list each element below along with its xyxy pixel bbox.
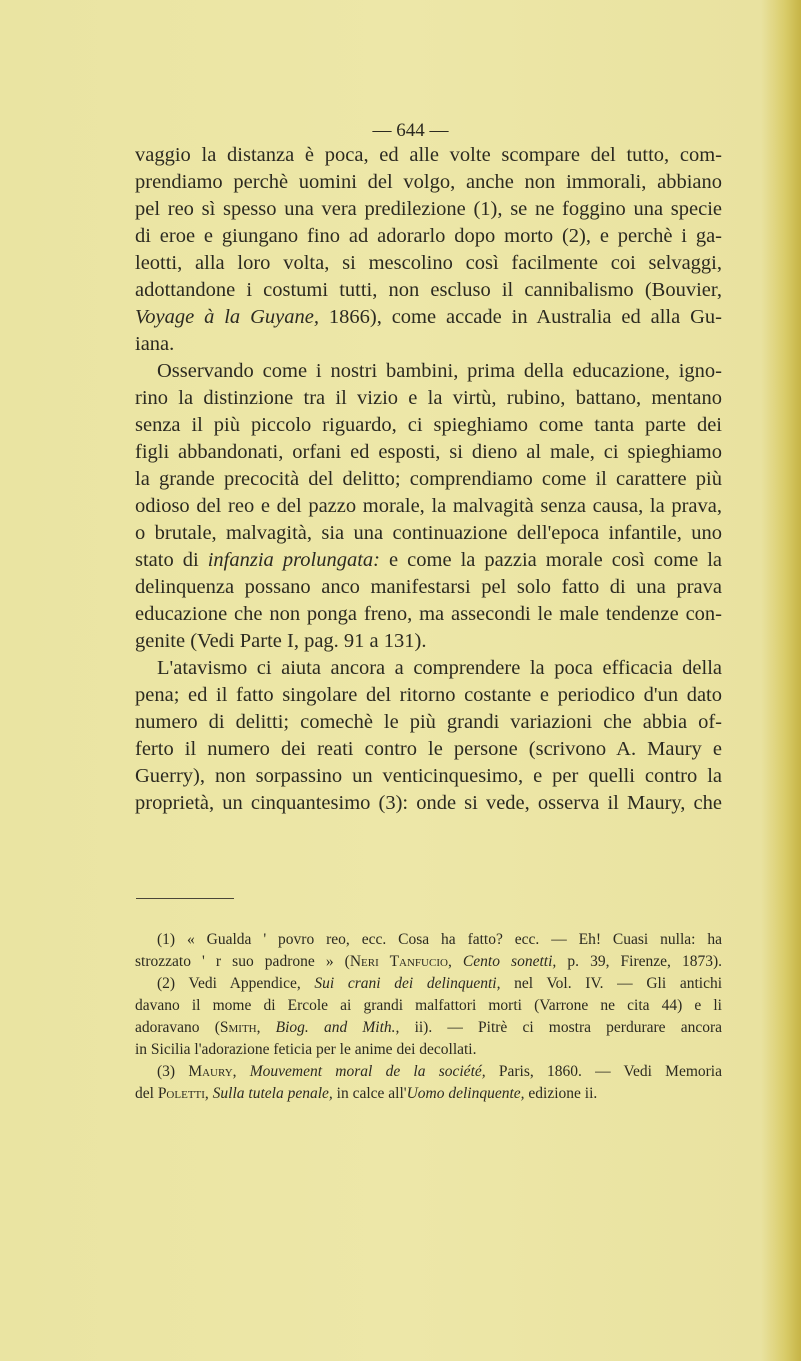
footnote-line	[135, 929, 722, 951]
text-segment: iana.	[135, 333, 175, 355]
text-segment: (2) Vedi Appendice,	[157, 975, 315, 992]
author-name: Poletti	[157, 1085, 205, 1102]
italic-text: Voyage à la Guyane,	[135, 306, 319, 328]
footnotes	[135, 929, 722, 1105]
italic-text: Sui crani dei delinquenti,	[314, 975, 501, 992]
footnote-line	[135, 1083, 722, 1105]
text-segment: adoravano (	[135, 1019, 220, 1036]
footnote-line	[135, 973, 722, 995]
text-line	[135, 520, 722, 547]
footnote-line	[135, 1017, 722, 1039]
text-line	[135, 196, 722, 223]
text-segment: p. 39, Firenze, 1873).	[556, 953, 723, 970]
body-text	[135, 142, 722, 817]
text-line	[135, 493, 722, 520]
text-segment: numero di delitti; comechè le più grandi variazioni che abbia of-	[135, 711, 722, 733]
text-segment: pena; ed il fatto singolare del ritorno costante e periodico d'un dato	[135, 684, 722, 706]
text-line	[135, 655, 722, 682]
italic-text: Cento sonetti,	[462, 953, 557, 970]
author-name: Neri Tanfucio	[349, 953, 448, 970]
italic-text: infanzia prolungata:	[207, 549, 381, 571]
text-segment: di eroe e giungano fino ad adorarlo dopo morto (2), e perchè i ga-	[135, 225, 722, 247]
text-line	[135, 304, 722, 331]
text-segment: stato di	[135, 549, 208, 571]
text-segment: (3)	[157, 1063, 189, 1080]
text-line	[135, 709, 722, 736]
footnote-divider	[136, 898, 234, 899]
text-segment: Osservando come i nostri bambini, prima della educazione, igno-	[157, 360, 722, 382]
text-line	[135, 439, 722, 466]
text-segment: 1866), come accade in Australia ed alla Gu-	[318, 306, 722, 328]
text-segment: ,	[204, 1085, 213, 1102]
text-line	[135, 142, 722, 169]
text-segment: in Sicilia l'adorazione feticia per le anime dei decollati.	[135, 1041, 477, 1058]
italic-text: Sulla tutela penale,	[212, 1085, 333, 1102]
text-line	[135, 763, 722, 790]
text-line	[135, 385, 722, 412]
text-segment: nel Vol. IV. — Gli antichi	[500, 975, 723, 992]
text-segment: adottandone i costumi tutti, non escluso il cannibalismo (Bouvier,	[135, 279, 722, 301]
text-segment: genite (Vedi Parte I, pag. 91 a 131).	[135, 630, 427, 652]
text-segment: leotti, alla loro volta, si mescolino così facilmente coi selvaggi,	[135, 252, 722, 274]
text-segment: vaggio la distanza è poca, ed alle volte scompare del tutto, com-	[135, 144, 722, 166]
text-segment: delinquenza possano anco manifestarsi pel solo fatto di una prava	[135, 576, 722, 598]
text-line	[135, 223, 722, 250]
author-name: Smith	[219, 1019, 257, 1036]
text-segment: ,	[447, 953, 463, 970]
text-segment: ,	[256, 1019, 276, 1036]
text-segment: strozzato ' r suo padrone » (	[135, 953, 350, 970]
text-segment: prendiamo perchè uomini del volgo, anche non immorali, abbiano	[135, 171, 722, 193]
text-segment: odioso del reo e del pazzo morale, la malvagità senza causa, la prava,	[135, 495, 722, 517]
text-line	[135, 601, 722, 628]
text-segment: rino la distinzione tra il vizio e la virtù, rubino, battano, mentano	[135, 387, 722, 409]
italic-text: Biog. and Mith.,	[275, 1019, 400, 1036]
text-segment: educazione che non ponga freno, ma assecondi le male tendenze con-	[135, 603, 722, 625]
text-segment: figli abbandonati, orfani ed esposti, si dieno al male, ci spieghiamo	[135, 441, 722, 463]
text-line	[135, 250, 722, 277]
text-segment: la grande precocità del delitto; comprendiamo come il carattere più	[135, 468, 722, 490]
text-segment: in calce all'	[332, 1085, 407, 1102]
text-line	[135, 358, 722, 385]
text-segment: ,	[232, 1063, 250, 1080]
text-segment: senza il più piccolo riguardo, ci spieghiamo come tanta parte dei	[135, 414, 722, 436]
footnote-line	[135, 995, 722, 1017]
text-segment: edizione ii.	[524, 1085, 598, 1102]
text-segment: (1) « Gualda ' povro reo, ecc. Cosa ha fatto? ecc. — Eh! Cuasi nulla: ha	[157, 931, 722, 948]
text-segment: L'atavismo ci aiuta ancora a comprendere la poca efficacia della	[157, 657, 722, 679]
text-line	[135, 574, 722, 601]
text-line	[135, 628, 722, 655]
text-segment: ii). — Pitrè ci mostra perdurare ancora	[399, 1019, 722, 1036]
text-segment: Guerry), non sorpassino un venticinquesimo, e per quelli contro la	[135, 765, 722, 787]
text-line	[135, 412, 722, 439]
footnote-line	[135, 951, 722, 973]
text-line	[135, 466, 722, 493]
text-line	[135, 682, 722, 709]
author-name: Maury	[188, 1063, 233, 1080]
text-segment: del	[135, 1085, 158, 1102]
text-segment: o brutale, malvagità, sia una continuazione dell'epoca infantile, uno	[135, 522, 722, 544]
text-line	[135, 331, 722, 358]
text-line	[135, 790, 722, 817]
footnote-line	[135, 1039, 722, 1061]
text-line	[135, 169, 722, 196]
footnote-line	[135, 1061, 722, 1083]
text-line	[135, 277, 722, 304]
text-segment: davano il mome di Ercole ai grandi malfattori morti (Varrone ne cita 44) e li	[135, 997, 722, 1014]
text-segment: Paris, 1860. — Vedi Memoria	[485, 1063, 722, 1080]
text-segment: proprietà, un cinquantesimo (3): onde si vede, osserva il Maury, che	[135, 792, 722, 814]
page-number: — 644 —	[372, 120, 449, 141]
italic-text: Uomo delinquente,	[406, 1085, 525, 1102]
italic-text: Mouvement moral de la société,	[249, 1063, 486, 1080]
text-segment: pel reo sì spesso una vera predilezione (1), se ne foggino una specie	[135, 198, 722, 220]
text-segment: ferto il numero dei reati contro le persone (scrivono A. Maury e	[135, 738, 722, 760]
text-line	[135, 547, 722, 574]
text-segment: e come la pazzia morale così come la	[380, 549, 722, 571]
text-line	[135, 736, 722, 763]
